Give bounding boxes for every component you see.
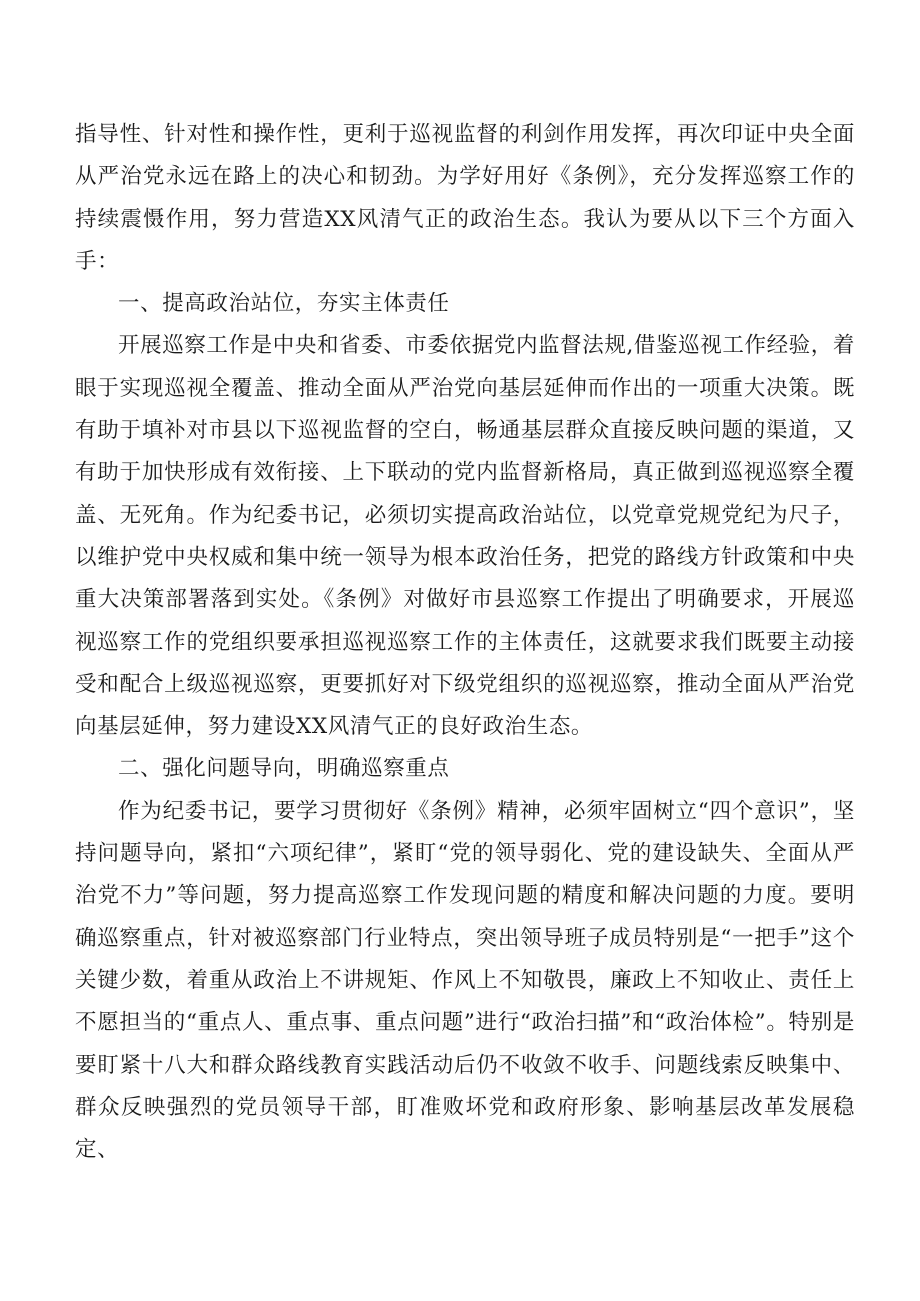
section-heading-2: 二、强化问题导向，明确巡察重点 [118,756,450,782]
paragraph-intro: 指导性、针对性和操作性，更利于巡视监督的利剑作用发挥，再次印证中央全面从严治党永远在路上的决心和韧劲。为学好用好《条例》，充分发挥巡察工作的持续震慑作用，努力营造XX风清气正的政治生态。我认为要从以下三个方面入手： [75,122,855,274]
paragraph-section-2: 作为纪委书记，要学习贯彻好《条例》精神，必须牢固树立“四个意识”，坚持问题导向，紧扣“六项纪律”，紧盯“党的领导弱化、党的建设缺失、全面从严治党不力”等问题，努力提高巡察工作发现问题的精度和解决问题的力度。要明确巡察重点，针对被巡察部门行业特点，突出领导班子成员特别是“一把手”这个关键少数，着重从政治上不讲规矩、作风上不知敬畏，廉政上不知收止、责任上不愿担当的“重点人、重点事、重点问题”进行“政治扫描”和“政治体检”。特别是要盯紧十八大和群众路线教育实践活动后仍不收敛不收手、问题线索反映集中、群众反映强烈的党员领导干部，盯准败坏党和政府形象、影响基层改革发展稳定、 [75,798,855,1163]
section-heading-1: 一、提高政治站位，夯实主体责任 [118,291,450,317]
document-body [75,114,855,1171]
paragraph-section-1: 开展巡察工作是中央和省委、市委依据党内监督法规,借鉴巡视工作经验，着眼于实现巡视全覆盖、推动全面从严治党向基层延伸而作出的一项重大决策。既有助于填补对市县以下巡视监督的空白，畅通基层群众直接反映问题的渠道，又有助于加快形成有效衔接、上下联动的党内监督新格局，真正做到巡视巡察全覆盖、无死角。作为纪委书记，必须切实提高政治站位，以党章党规党纪为尺子，以维护党中央权威和集中统一领导为根本政治任务，把党的路线方针政策和中央重大决策部署落到实处。《条例》对做好市县巡察工作提出了明确要求，开展巡视巡察工作的党组织要承担巡视巡察工作的主体责任，这就要求我们既要主动接受和配合上级巡视巡察，更要抓好对下级党组织的巡视巡察，推动全面从严治党向基层延伸，努力建设XX风清气正的良好政治生态。 [75,333,855,740]
